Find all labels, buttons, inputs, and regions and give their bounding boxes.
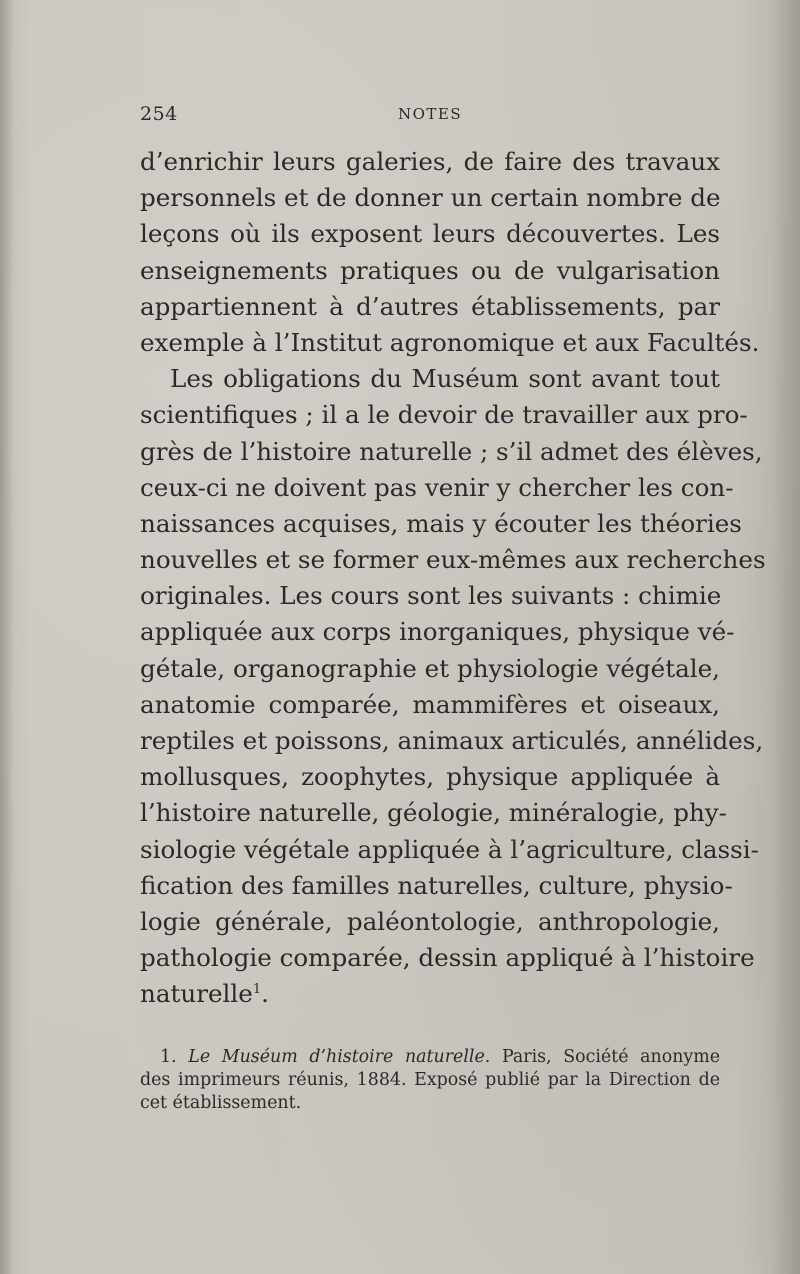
page-right-edge-shadow — [770, 0, 800, 1274]
page-header — [140, 103, 720, 133]
body-line: fication des familles naturelles, culture, physio- — [140, 870, 733, 900]
body-line: gétale, organographie et physiologie végétale, — [140, 653, 720, 683]
body-line: enseignements pratiques ou de vulgarisation — [140, 255, 720, 285]
paragraph-start-line: Les obligations du Muséum sont avant tout — [170, 364, 720, 394]
footnote-title: Le Muséum d’histoire naturelle. — [188, 1047, 491, 1067]
body-line: naissances acquises, mais y écouter les théories — [140, 508, 742, 538]
body-line: appartiennent à d’autres établissements, par — [140, 291, 720, 321]
body-line: ceux-ci ne doivent pas venir y chercher les con- — [140, 472, 734, 502]
body-line: grès de l’histoire naturelle ; s’il admet des élèves, — [140, 436, 763, 466]
body-line: reptiles et poissons, animaux articulés, annélides, — [140, 726, 764, 755]
body-line: d’enrichir leurs galeries, de faire des travaux — [140, 147, 720, 176]
page-left-edge-shadow — [0, 0, 14, 1274]
body-line: personnels et de donner un certain nombre de — [140, 183, 721, 213]
footnote-line-2: des imprimeurs réunis, 1884. Exposé publié par la Direction de — [140, 1070, 720, 1090]
body-line: l’histoire naturelle, géologie, minéralogie, phy- — [140, 798, 727, 828]
footnote-line-1-rest: Paris, Société anonyme — [501, 1047, 721, 1067]
body-line: pathologie comparée, dessin appliqué à l’histoire — [140, 943, 755, 973]
body-line: scientifiques ; il a le devoir de travailler aux pro- — [140, 400, 748, 430]
running-title: NOTES — [398, 105, 463, 123]
body-line: nouvelles et se former eux-mêmes aux recherches — [140, 545, 766, 575]
body-last-line-text: naturelle — [140, 979, 253, 1009]
body-last-line — [140, 976, 720, 1012]
body-line: exemple à l’Institut agronomique et aux Facultés. — [140, 327, 760, 357]
footnote-number: 1. — [160, 1047, 177, 1067]
page-number: 254 — [140, 103, 178, 125]
body-line: mollusques, zoophytes, physique appliquée à — [140, 762, 720, 792]
body-line: siologie végétale appliquée à l’agriculture, classi- — [140, 834, 759, 864]
body-last-line-end: . — [261, 979, 269, 1009]
body-text — [140, 144, 766, 1013]
body-line: appliquée aux corps inorganiques, physique vé- — [140, 617, 735, 647]
footnote-line-3: cet établissement. — [140, 1093, 302, 1113]
body-line: leçons où ils exposent leurs découvertes. Les — [140, 219, 720, 249]
body-line: logie générale, paléontologie, anthropologie, — [140, 906, 720, 936]
footnote-reference-marker[interactable]: 1 — [252, 982, 262, 998]
body-line: originales. Les cours sont les suivants : chimie — [140, 581, 722, 611]
footnote-line-1 — [140, 1046, 720, 1069]
footnote — [140, 1046, 720, 1115]
body-line: anatomie comparée, mammifères et oiseaux, — [140, 689, 720, 719]
